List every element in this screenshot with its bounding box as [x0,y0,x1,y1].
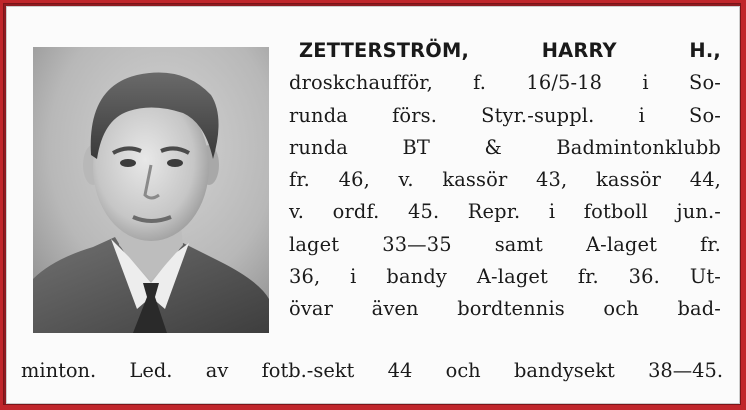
document-page [6,6,740,404]
entry-heading-line [289,35,721,67]
entry-line: fr. 46, v. kassör 43, kassör 44, [289,168,721,192]
entry-line: 36, i bandy A-laget fr. 36. Ut- [289,265,721,289]
entry-line: runda förs. Styr.-suppl. i So- [289,103,721,127]
entry-line: övar även bordtennis och bad- [289,297,721,321]
entry-line: runda BT & Badmintonklubb [289,135,721,159]
biography-entry [289,35,721,326]
portrait-photo [33,47,269,333]
entry-line: droskchaufför, f. 16/5-18 i So- [289,71,721,95]
person-name: ZETTERSTRÖM, HARRY H., [299,39,721,62]
entry-final-line: minton. Led. av fotb.-sekt 44 och bandysekt 38—45. [21,359,723,382]
entry-line: laget 33—35 samt A-laget fr. [289,232,721,256]
entry-line: v. ordf. 45. Repr. i fotboll jun.- [289,200,721,224]
